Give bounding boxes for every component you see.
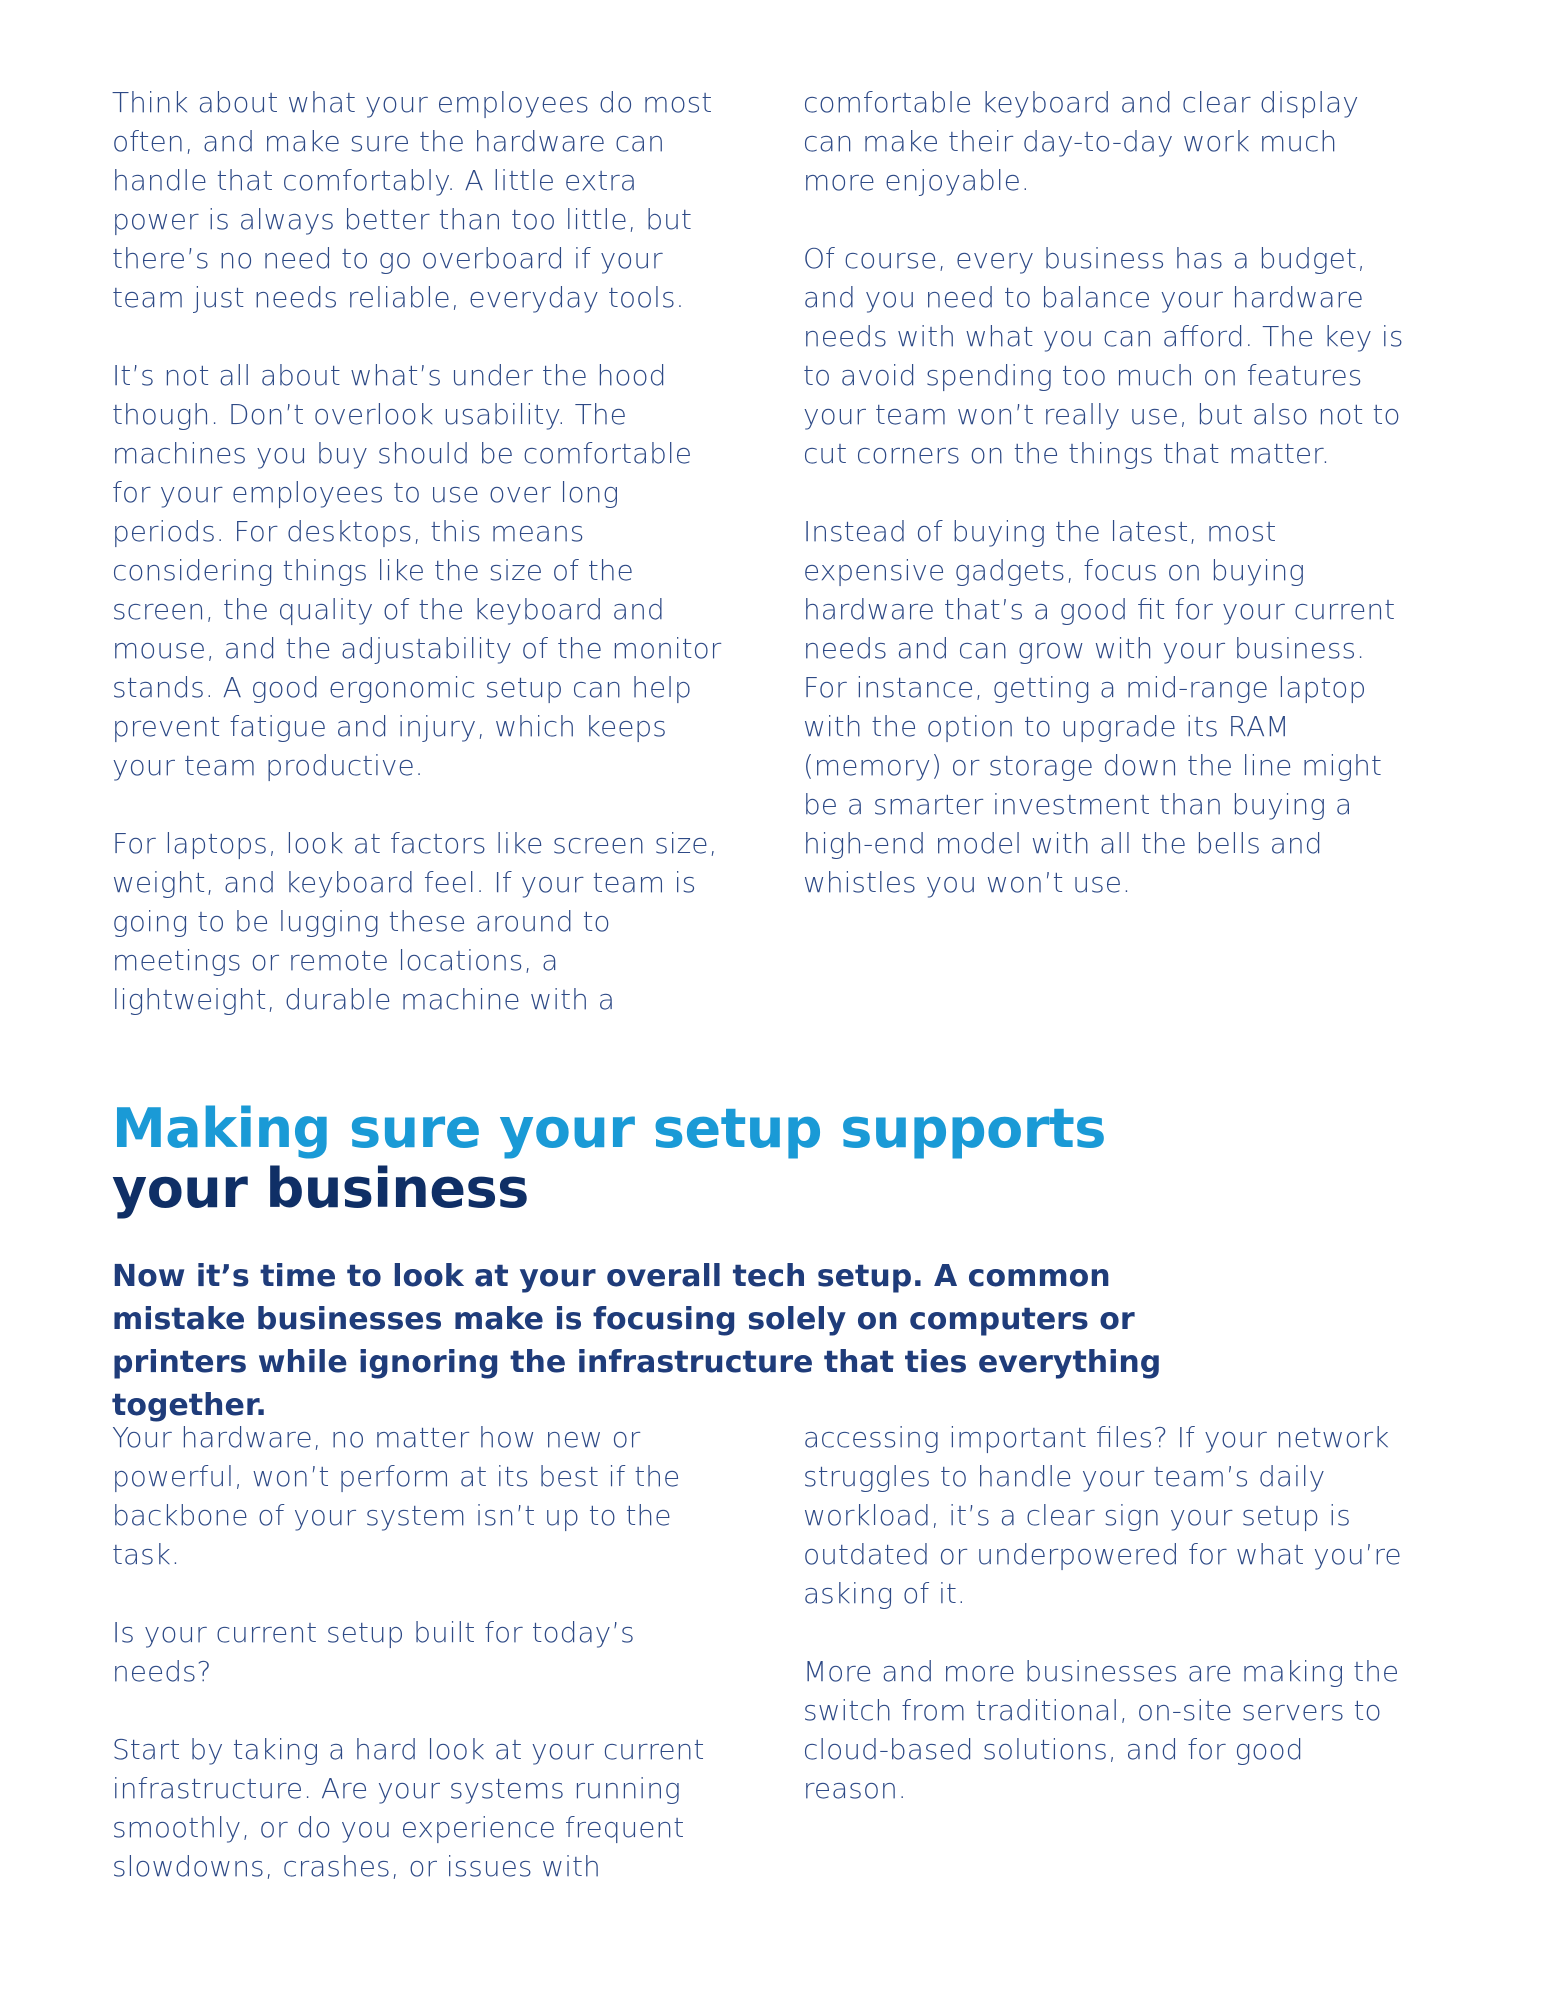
section-heading bbox=[112, 1099, 1412, 1219]
section-heading-line-2: your business bbox=[112, 1157, 529, 1220]
paragraph: Instead of buying the latest, most expensive gadgets, focus on buying hardware that’s a good fit for your current needs and can grow with your business. For instance, getting a mid-range laptop with the option to upgrade its RAM (memory) or storage down the line might be a smarter investment than buying a high-end model with all the bells and whistles you won’t use. bbox=[803, 515, 1396, 899]
paragraph: accessing important files? If your network struggles to handle your team’s daily workload, it’s a clear sign your setup is outdated or underpowered for what you’re asking of it. bbox=[803, 1421, 1402, 1610]
paragraph: Think about what your employees do most often, and make sure the hardware can handle that comfortably. A little extra power is always better than too little, but there’s no need to go overboard if your team just needs reliable, everyday tools. bbox=[112, 86, 713, 314]
lead-paragraph: Now it’s time to look at your overall tech setup. A common mistake businesses make is focusing solely on computers or printers while ignoring the infrastructure that ties everything together. bbox=[112, 1259, 1162, 1423]
paragraph: comfortable keyboard and clear display can make their day-to-day work much more enjoyable. bbox=[803, 86, 1359, 197]
bottom-right-column bbox=[803, 1418, 1413, 1808]
paragraph: It’s not all about what’s under the hood though. Don’t overlook usability. The machines you buy should be comfortable for your employees to use over long periods. For desktops, this means considering things like the size of the screen, the quality of the keyboard and mouse, and the adjustability of the monitor stands. A good ergonomic setup can help prevent fatigue and injury, which keeps your team productive. bbox=[112, 359, 722, 782]
paragraph: More and more businesses are making the switch from traditional, on-site servers to cloud-based solutions, and for good reason. bbox=[803, 1655, 1400, 1805]
top-left-column bbox=[112, 83, 722, 1019]
bottom-left-column bbox=[112, 1418, 722, 1886]
paragraph: For laptops, look at factors like screen size, weight, and keyboard feel. If your team is going to be lugging these around to meetings or remote locations, a lightweight, durable machine with a bbox=[112, 827, 718, 1016]
paragraph: Your hardware, no matter how new or powerful, won’t perform at its best if the backbone of your system isn’t up to the task. bbox=[112, 1421, 681, 1571]
top-right-column bbox=[803, 83, 1413, 902]
section-heading-line-1: Making sure your setup supports bbox=[112, 1097, 1106, 1160]
paragraph: Start by taking a hard look at your current infrastructure. Are your systems running smoothly, or do you experience frequent slowdowns, crashes, or issues with bbox=[112, 1733, 705, 1883]
paragraph: Is your current setup built for today’s needs? bbox=[112, 1616, 635, 1688]
paragraph: Of course, every business has a budget, and you need to balance your hardware needs with what you can afford. The key is to avoid spending too much on features your team won’t really use, but also not to cut corners on the things that matter. bbox=[803, 242, 1404, 470]
